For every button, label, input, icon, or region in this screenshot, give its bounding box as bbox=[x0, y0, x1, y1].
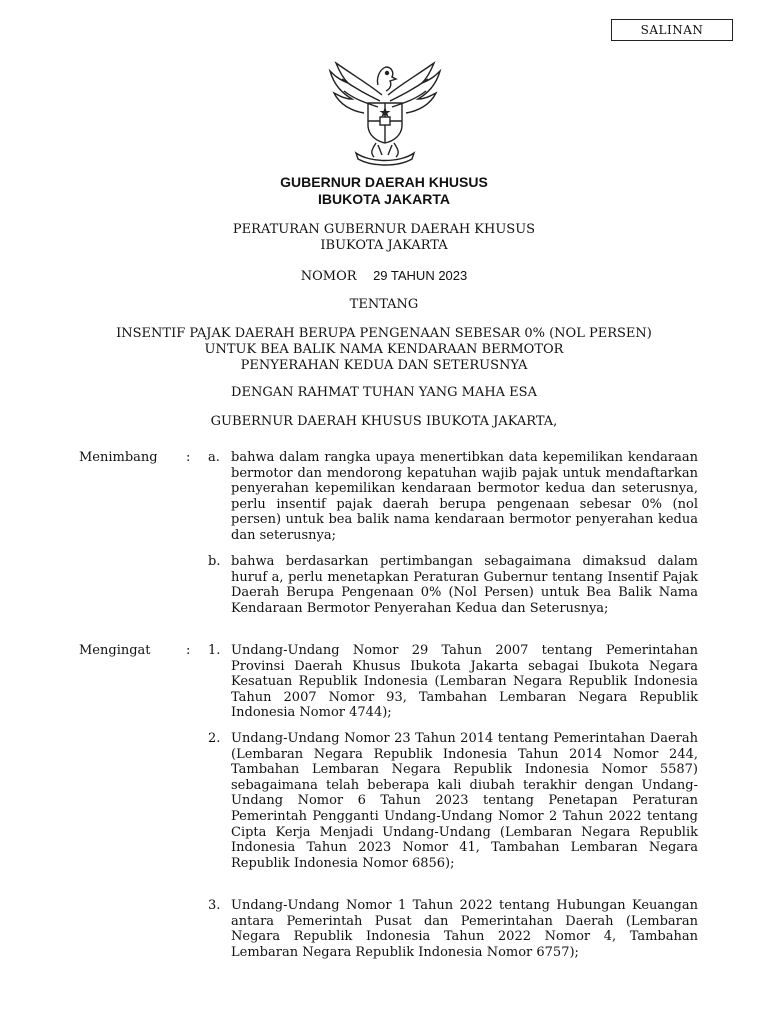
subject-line1: INSENTIF PAJAK DAERAH BERUPA PENGENAAN SEBESAR 0% (NOL PERSEN) bbox=[116, 326, 652, 341]
salinan-stamp: SALINAN bbox=[611, 19, 733, 41]
item-marker: 2. bbox=[208, 731, 221, 746]
governor-title-line1: GUBERNUR DAERAH KHUSUS bbox=[280, 174, 488, 190]
item-text: Undang-Undang Nomor 1 Tahun 2022 tentang Hubungan Keuangan antara Pemerintah Pusat dan Pemerintahan Daerah (Lembaran Negara Republik Indonesia Tahun 2022 Nomor 4, Tambahan Lembaran Negara Republik Indonesia Nomor 6757); bbox=[231, 898, 698, 960]
menimbang-label: Menimbang bbox=[79, 450, 158, 465]
item-text: bahwa dalam rangka upaya menertibkan data kepemilikan kendaraan bermotor dan mendorong kepatuhan wajib pajak untuk mendaftarkan penyerahan kepemilikan kendaraan bermotor kedua dan seterusnya, perlu insentif pajak daerah berupa pengenaan sebesar 0% (nol persen) untuk bea balik nama kendaraan bermotor penyerahan kedua dan seterusnya; bbox=[231, 450, 698, 543]
menimbang-colon: : bbox=[186, 450, 191, 465]
subject-line3: PENYERAHAN KEDUA DAN SETERUSNYA bbox=[240, 358, 528, 373]
gubernur-line: GUBERNUR DAERAH KHUSUS IBUKOTA JAKARTA, bbox=[210, 414, 558, 429]
governor-title-line2: IBUKOTA JAKARTA bbox=[318, 191, 450, 207]
governor-title bbox=[0, 174, 768, 208]
item-marker: 1. bbox=[208, 643, 221, 658]
item-marker: a. bbox=[208, 450, 220, 465]
garuda-emblem-icon bbox=[326, 55, 444, 167]
tentang-heading: TENTANG bbox=[349, 297, 419, 312]
subject-line2: UNTUK BEA BALIK NAMA KENDARAAN BERMOTOR bbox=[204, 342, 564, 357]
item-marker: 3. bbox=[208, 898, 221, 913]
rahmat-line: DENGAN RAHMAT TUHAN YANG MAHA ESA bbox=[231, 385, 537, 400]
regulation-title-line1: PERATURAN GUBERNUR DAERAH KHUSUS bbox=[232, 222, 536, 237]
nomor-label: NOMOR bbox=[300, 269, 357, 284]
regulation-subject bbox=[0, 326, 768, 374]
nomor-value: 29 TAHUN 2023 bbox=[373, 268, 468, 283]
regulation-title bbox=[0, 222, 768, 254]
regulation-title-line2: IBUKOTA JAKARTA bbox=[320, 238, 448, 253]
item-text: Undang-Undang Nomor 23 Tahun 2014 tentang Pemerintahan Daerah (Lembaran Negara Republik Indonesia Tahun 2014 Nomor 244, Tambahan Lembaran Negara Republik Indonesia Nomor 5587) sebagaimana telah beberapa kali diubah terakhir dengan Undang-Undang Nomor 6 Tahun 2023 tentang Penetapan Peraturan Pemerintah Pengganti Undang-Undang Nomor 2 Tahun 2022 tentang Cipta Kerja Menjadi Undang-Undang (Lembaran Negara Republik Indonesia Tahun 2023 Nomor 41, Tambahan Lembaran Negara Republik Indonesia Nomor 6856); bbox=[231, 731, 698, 871]
item-text: bahwa berdasarkan pertimbangan sebagaimana dimaksud dalam huruf a, perlu menetapkan Peraturan Gubernur tentang Insentif Pajak Daerah Berupa Pengenaan 0% (Nol Persen) untuk Bea Balik Nama Kendaraan Bermotor Penyerahan Kedua dan Seterusnya; bbox=[231, 554, 698, 616]
item-text: Undang-Undang Nomor 29 Tahun 2007 tentang Pemerintahan Provinsi Daerah Khusus Ibukota Jakarta sebagai Ibukota Negara Kesatuan Republik Indonesia (Lembaran Negara Republik Indonesia Tahun 2007 Nomor 93, Tambahan Lembaran Negara Republik Indonesia Nomor 4744); bbox=[231, 643, 698, 721]
mengingat-colon: : bbox=[186, 643, 191, 658]
regulation-number bbox=[0, 268, 768, 285]
item-marker: b. bbox=[208, 554, 221, 569]
mengingat-label: Mengingat bbox=[79, 643, 151, 658]
